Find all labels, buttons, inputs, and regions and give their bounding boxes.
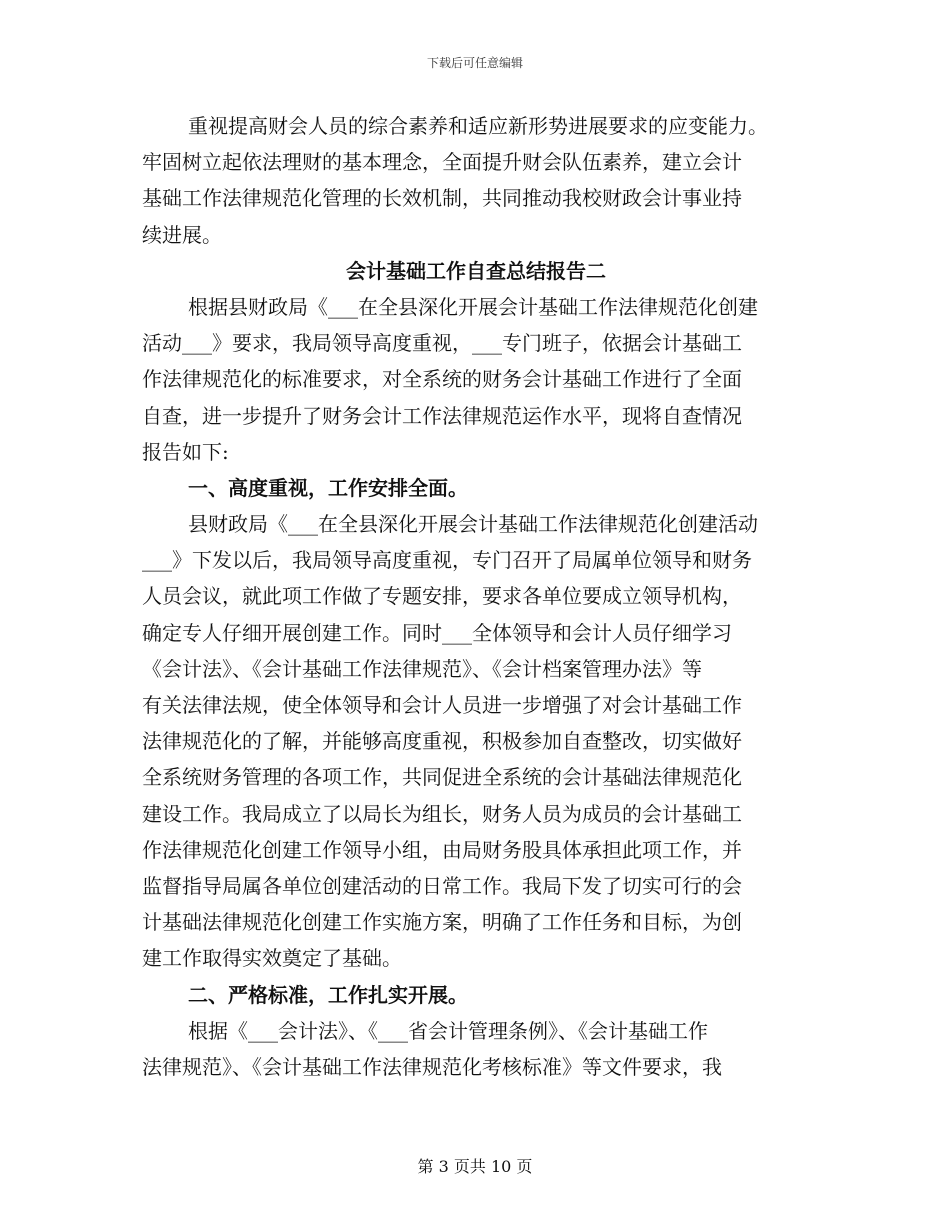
paragraph-line: 人员会议，就此项工作做了专题安排，要求各单位要成立领导机构， <box>142 584 742 609</box>
paragraph-line: 建工作取得实效奠定了基础。 <box>142 946 402 971</box>
paragraph-line: ___》下发以后，我局领导高度重视，专门召开了局属单位领导和财务 <box>142 548 752 573</box>
header-note: 下载后可任意编辑 <box>426 56 523 70</box>
paragraph-line: 作法律规范化的标准要求，对全系统的财务会计基础工作进行了全面 <box>142 367 742 392</box>
paragraph-line: 县财政局《___在全县深化开展会计基础工作法律规范化创建活动 <box>188 512 758 537</box>
paragraph-line: 续进展。 <box>142 222 222 247</box>
subheading-2: 二、严格标准，工作扎实开展。 <box>188 982 468 1007</box>
section-title: 会计基础工作自查总结报告二 <box>346 258 606 283</box>
paragraph-line: 根据《___会计法》、《___省会计管理条例》、《会计基础工作 <box>188 1018 708 1043</box>
paragraph-line: 建设工作。我局成立了以局长为组长，财务人员为成员的会计基础工 <box>142 801 742 826</box>
paragraph-line: 牢固树立起依法理财的基本理念，全面提升财会队伍素养，建立会计 <box>142 150 742 175</box>
paragraph-line: 《会计法》、《会计基础工作法律规范》、《会计档案管理办法》等 <box>142 656 702 681</box>
paragraph-line: 根据县财政局《___在全县深化开展会计基础工作法律规范化创建 <box>188 294 758 319</box>
paragraph-line: 全系统财务管理的各项工作，共同促进全系统的会计基础法律规范化 <box>142 765 742 790</box>
paragraph-line: 计基础法律规范化创建工作实施方案，明确了工作任务和目标，为创 <box>142 910 742 935</box>
paragraph-line: 活动___》要求，我局领导高度重视，___专门班子，依据会计基础工 <box>142 331 742 356</box>
paragraph-line: 作法律规范化创建工作领导小组，由局财务股具体承担此项工作，并 <box>142 837 742 862</box>
paragraph-line: 有关法律法规，使全体领导和会计人员进一步增强了对会计基础工作 <box>142 693 742 717</box>
paragraph-line: 基础工作法律规范化管理的长效机制，共同推动我校财政会计事业持 <box>142 186 742 211</box>
paragraph-line: 确定专人仔细开展创建工作。同时___全体领导和会计人员仔细学习 <box>142 620 732 645</box>
paragraph-line: 报告如下: <box>142 439 229 464</box>
page-number: 第 3 页共 10 页 <box>417 1157 533 1176</box>
document-body <box>142 108 810 1085</box>
paragraph-line: 法律规范》、《会计基础工作法律规范化考核标准》等文件要求，我 <box>142 1054 722 1079</box>
paragraph-line: 重视提高财会人员的综合素养和适应新形势进展要求的应变能力。 <box>188 114 768 138</box>
paragraph-line: 监督指导局属各单位创建活动的日常工作。我局下发了切实可行的会 <box>142 873 742 898</box>
subheading-1: 一、高度重视，工作安排全面。 <box>188 475 468 500</box>
paragraph-line: 自查，进一步提升了财务会计工作法律规范运作水平，现将自查情况 <box>142 403 742 428</box>
paragraph-line: 法律规范化的了解，并能够高度重视，积极参加自查整改，切实做好 <box>142 729 742 754</box>
